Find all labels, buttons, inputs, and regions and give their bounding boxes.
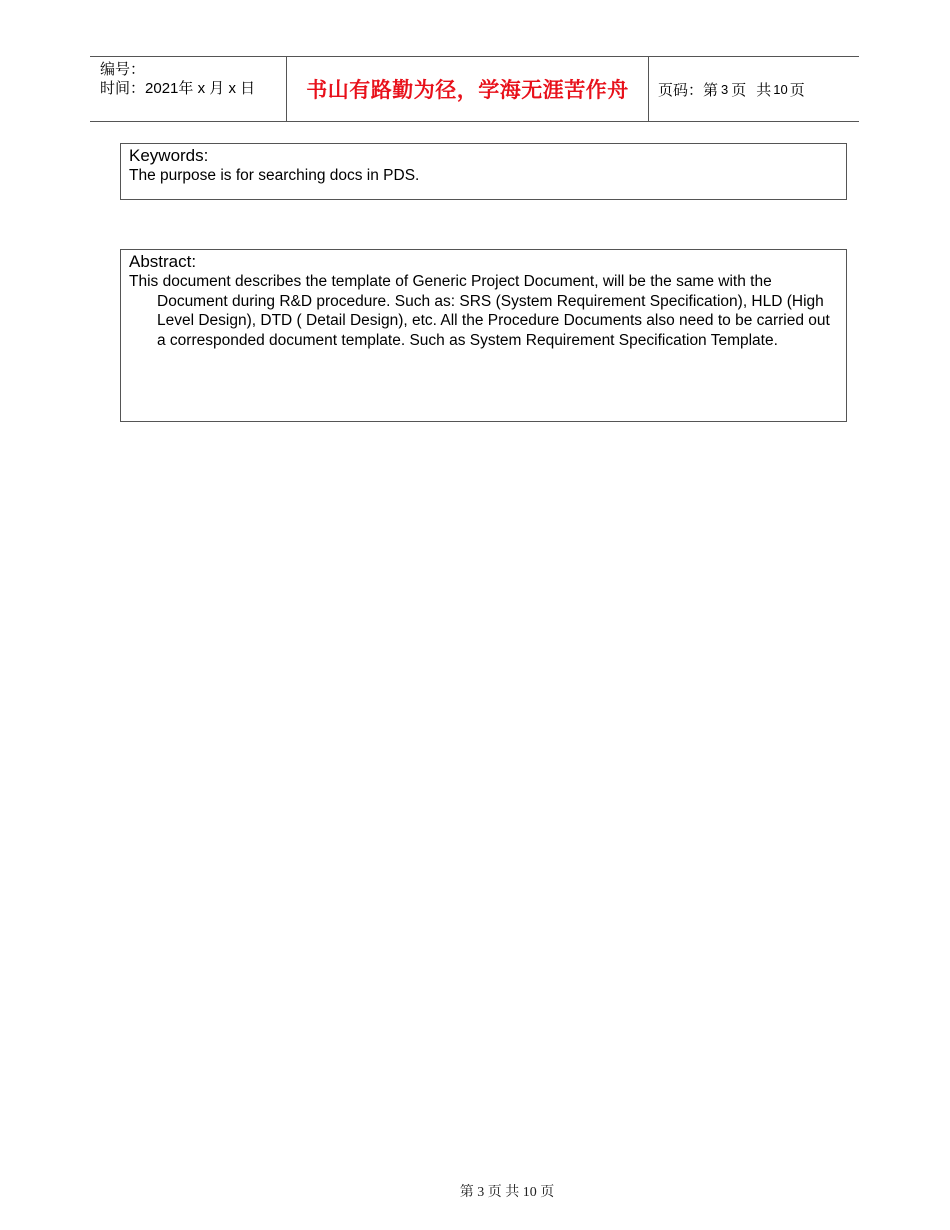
keywords-box [120, 143, 847, 200]
header-motto: 书山有路勤为径，学海无涯苦作舟 [306, 78, 629, 102]
date-month: x [197, 80, 206, 97]
abstract-title: Abstract: [129, 252, 197, 271]
date-year-unit: 年 [178, 80, 194, 97]
abstract-text: This document describes the template of Generic Project Document, will be the same with the Document during R&D procedure. Such as: SRS (System Requirement Specification), HLD (High Level Design), DTD ( Detail Design), etc. All the Procedure Documents also need to be carried out a corresponded document template. Such as System Requirement Specification Template. [129, 273, 830, 349]
page-footer: 第 3 页 共 10 页 [459, 1185, 555, 1200]
date-day: x [228, 80, 236, 97]
date-day-unit: 日 [240, 80, 256, 97]
page-header [90, 56, 859, 122]
keywords-text: The purpose is for searching docs in PDS. [129, 167, 420, 184]
page-total-unit: 页 [789, 81, 805, 99]
date-year: 2021 [145, 80, 179, 97]
page-current: 3 [721, 81, 729, 97]
header-motto-cell [286, 57, 649, 121]
date-label: 时间： [100, 80, 146, 97]
keywords-title: Keywords: [129, 146, 209, 165]
serial-label: 编号： [100, 61, 146, 78]
date-line [100, 79, 286, 98]
abstract-box [120, 249, 847, 422]
page-label: 页码：第 [658, 81, 719, 99]
page-total: 10 [773, 81, 788, 97]
date-month-unit: 月 [209, 80, 225, 97]
page-unit: 页 [731, 81, 747, 99]
header-meta [90, 57, 286, 121]
header-page-info [649, 57, 859, 121]
page-total-prefix: 共 [756, 81, 772, 99]
